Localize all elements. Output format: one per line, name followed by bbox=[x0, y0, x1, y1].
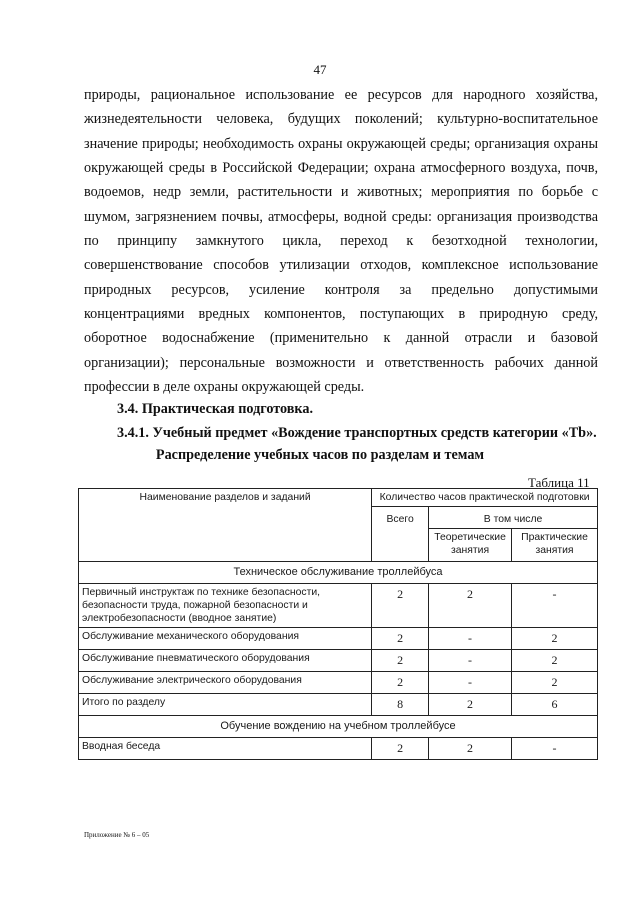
section-title: Техническое обслуживание троллейбуса bbox=[79, 562, 598, 584]
header-theory: Теоретические занятия bbox=[429, 529, 512, 562]
body-text bbox=[84, 83, 598, 399]
header-practice: Практические занятия bbox=[512, 529, 598, 562]
table-title: Распределение учебных часов по разделам и темам bbox=[155, 447, 485, 463]
body-paragraph: природы, рациональное использование ее ресурсов для народного хозяйства, жизнедеятельности человека, будущих поколений; культурно-воспитательное значение природы; необходимость охраны окружающей среды; организация охраны окружающей среды в Российской Федерации; охрана атмосферного воздуха, почв, водоемов, недр земли, растительности и животных; мероприятия по борьбе с шумом, загрязнением почвы, атмосферы, водной среды: организация производства по принципу замкнутого цикла, переход к безотходной технологии, совершенствование способов утилизации отходов, комплексное использование природных ресурсов, усиление контроля за предельно допустимыми концентрациями вредных компонентов, поступающих в природную среду, оборотное водоснабжение (применительно к данной отрасли и базовой организации); персональные возможности и ответственность рабочих данной профессии в деле охраны окружающей среды. bbox=[84, 87, 598, 396]
header-row-1 bbox=[79, 489, 598, 507]
cell-name: Обслуживание электрического оборудования bbox=[79, 672, 372, 694]
cell-theory: - bbox=[429, 650, 512, 672]
section-heading: 3.4. Практическая подготовка. bbox=[117, 401, 314, 417]
table-row bbox=[79, 738, 598, 760]
subject-heading: 3.4.1. Учебный предмет «Вождение транспортных средств категории «Tb». bbox=[117, 425, 597, 441]
cell-practice: 2 bbox=[512, 672, 598, 694]
cell-theory: - bbox=[429, 628, 512, 650]
cell-name: Вводная беседа bbox=[79, 738, 372, 760]
section-title: Обучение вождению на учебном троллейбусе bbox=[79, 716, 598, 738]
section-row bbox=[79, 716, 598, 738]
header-total: Всего bbox=[372, 507, 429, 562]
table-row bbox=[79, 672, 598, 694]
cell-practice: - bbox=[512, 584, 598, 628]
section-row bbox=[79, 562, 598, 584]
footer-note: Приложение № 6 – 05 bbox=[84, 831, 150, 839]
page-number: 47 bbox=[313, 62, 327, 77]
cell-total: 2 bbox=[372, 584, 429, 628]
table-caption: Таблица 11 bbox=[528, 475, 590, 490]
header-name: Наименование разделов и заданий bbox=[79, 489, 372, 562]
table-row bbox=[79, 694, 598, 716]
cell-total: 8 bbox=[372, 694, 429, 716]
cell-name: Обслуживание пневматического оборудования bbox=[79, 650, 372, 672]
cell-total: 2 bbox=[372, 672, 429, 694]
table-row bbox=[79, 628, 598, 650]
table-body bbox=[79, 489, 598, 760]
table-row bbox=[79, 650, 598, 672]
header-including: В том числе bbox=[429, 507, 598, 529]
cell-theory: 2 bbox=[429, 584, 512, 628]
cell-practice: 6 bbox=[512, 694, 598, 716]
cell-theory: 2 bbox=[429, 694, 512, 716]
cell-total: 2 bbox=[372, 650, 429, 672]
cell-total: 2 bbox=[372, 628, 429, 650]
cell-practice: 2 bbox=[512, 650, 598, 672]
cell-name: Итого по разделу bbox=[79, 694, 372, 716]
table-row bbox=[79, 584, 598, 628]
cell-theory: 2 bbox=[429, 738, 512, 760]
cell-name: Первичный инструктаж по технике безопасности, безопасности труда, пожарной безопасности и электробезопасности (вводное занятие) bbox=[79, 584, 372, 628]
cell-practice: - bbox=[512, 738, 598, 760]
cell-name: Обслуживание механического оборудования bbox=[79, 628, 372, 650]
cell-practice: 2 bbox=[512, 628, 598, 650]
cell-theory: - bbox=[429, 672, 512, 694]
cell-total: 2 bbox=[372, 738, 429, 760]
hours-table bbox=[78, 488, 598, 760]
header-hours: Количество часов практической подготовки bbox=[372, 489, 598, 507]
